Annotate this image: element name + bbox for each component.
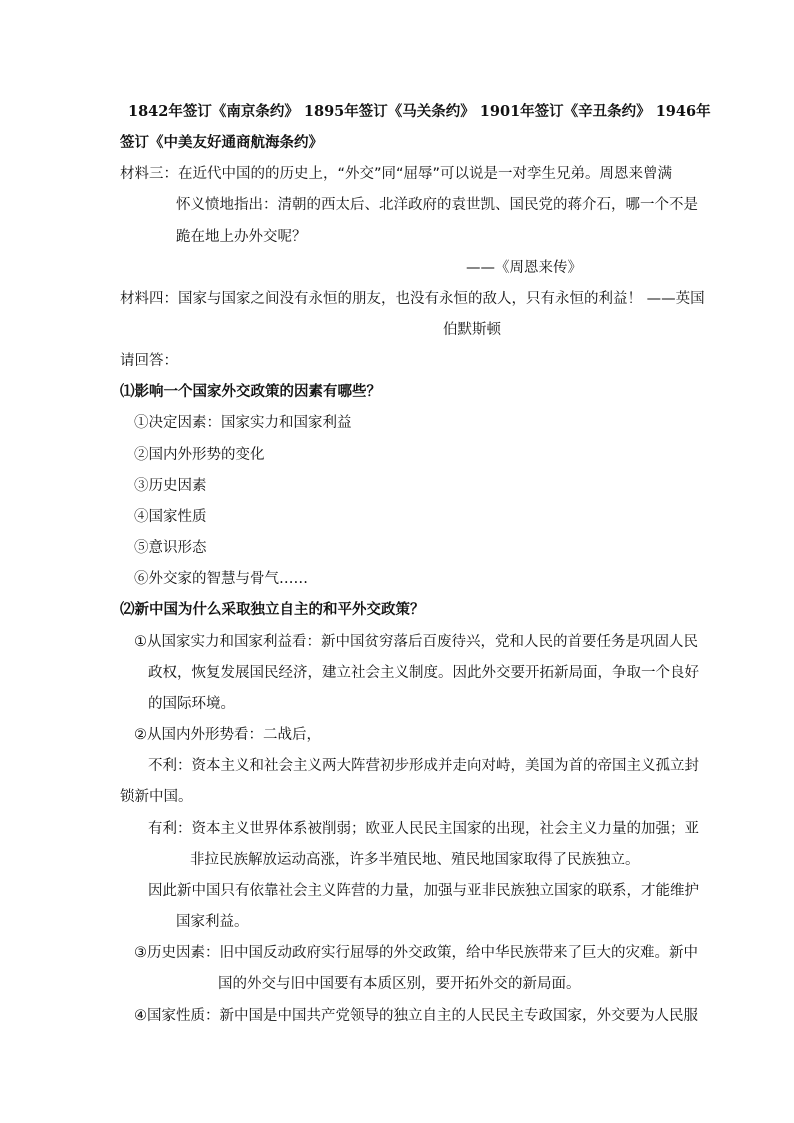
question-2-answer-3-line-1: ③历史因素：旧中国反动政府实行屈辱的外交政策，给中华民族带来了巨大的灾难。新中 [134, 945, 698, 961]
treaty-list-line-1: 1842年签订《南京条约》 1895年签订《马关条约》 1901年签订《辛丑条约》 1946年 [128, 103, 711, 120]
question-2-answer-2-line-1: ②从国内外形势看：二战后， [134, 727, 321, 743]
material-3-line-3: 跪在地上办外交呢？ [176, 229, 307, 245]
question-2-answer-4-line-1: ④国家性质：新中国是中国共产党领导的独立自主的人民民主专政国家，外交要为人民服 [134, 1008, 698, 1024]
material-3-source: ——《周恩来传》 [466, 260, 582, 276]
question-1-item-4: ④国家性质 [134, 509, 207, 525]
question-2-unfavorable-line-1: 不利：资本主义和社会主义两大阵营初步形成并走向对峙，美国为首的帝国主义孤立封 [148, 758, 699, 774]
question-2-unfavorable-line-2: 锁新中国。 [120, 789, 193, 805]
question-1-item-5: ⑤意识形态 [134, 540, 207, 556]
material-3-line-1: 材料三：在近代中国的的历史上，“外交”同“屈辱”可以说是一对孪生兄弟。周恩来曾满 [120, 166, 673, 182]
question-2-answer-3-line-2: 国的外交与旧中国要有本质区别，要开拓外交的新局面。 [218, 976, 581, 992]
question-1-title: ⑴影响一个国家外交政策的因素有哪些？ [120, 383, 381, 400]
material-4-line-1: 材料四：国家与国家之间没有永恒的朋友，也没有永恒的敌人，只有永恒的利益！ ——英国 [120, 291, 705, 307]
question-1-item-3: ③历史因素 [134, 478, 207, 494]
question-2-conclusion-line-2: 国家利益。 [176, 914, 249, 930]
question-1-item-6: ⑥外交家的智慧与骨气…… [134, 571, 308, 587]
question-2-answer-1-line-1: ①从国家实力和国家利益看：新中国贫穷落后百废待兴，党和人民的首要任务是巩固人民 [134, 634, 698, 650]
question-2-favorable-line-1: 有利：资本主义世界体系被削弱；欧亚人民民主国家的出现，社会主义力量的加强；亚 [148, 821, 699, 837]
question-2-answer-1-line-2: 政权，恢复发展国民经济，建立社会主义制度。因此外交要开拓新局面，争取一个良好 [148, 665, 699, 681]
material-3-line-2: 怀义愤地指出：清朝的西太后、北洋政府的袁世凯、国民党的蒋介石，哪一个不是 [176, 197, 698, 213]
answer-prompt: 请回答： [120, 353, 178, 369]
question-2-conclusion-line-1: 因此新中国只有依靠社会主义阵营的力量，加强与亚非民族独立国家的联系，才能维护 [148, 883, 699, 899]
treaty-list-line-2: 签订《中美友好通商航海条约》 [120, 134, 323, 151]
question-1-item-2: ②国内外形势的变化 [134, 447, 265, 463]
question-2-title: ⑵新中国为什么采取独立自主的和平外交政策？ [120, 601, 425, 618]
question-2-answer-1-line-3: 的国际环境。 [148, 696, 235, 712]
question-2-favorable-line-2: 非拉民族解放运动高涨，许多半殖民地、殖民地国家取得了民族独立。 [190, 852, 640, 868]
material-4-line-2: 伯默斯顿 [443, 322, 501, 338]
question-1-item-1: ①决定因素：国家实力和国家利益 [134, 415, 352, 431]
